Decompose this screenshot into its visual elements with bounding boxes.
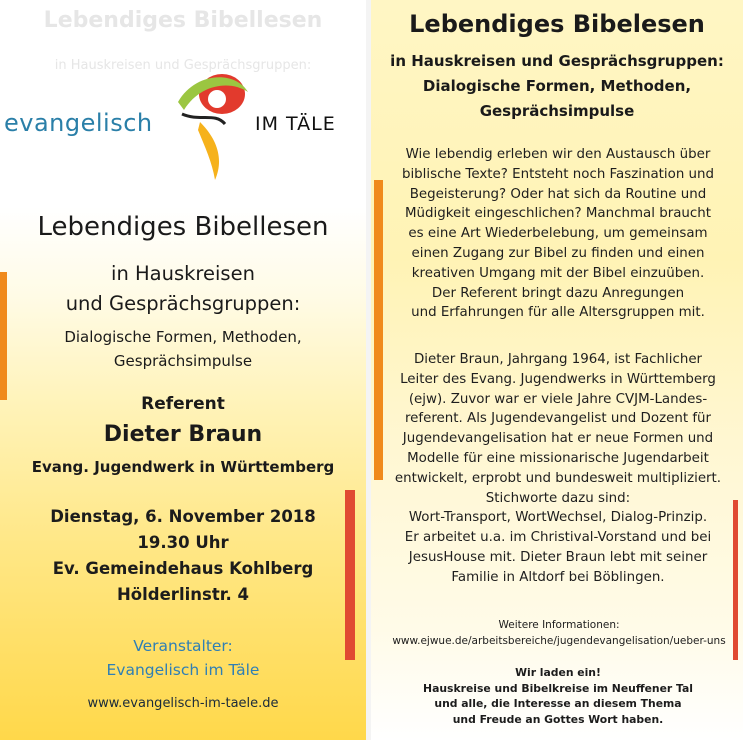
closing-line: und alle, die Interesse an diesem Thema [434, 697, 682, 710]
bio-line: Leiter des Evang. Jugendwerks in Württemberg [400, 371, 716, 387]
event-time: 19.30 Uhr [137, 533, 229, 552]
intro-line: Wie lebendig erleben wir den Austausch über [405, 147, 711, 162]
referent-organization: Evang. Jugendwerk in Württemberg [31, 458, 335, 476]
bio-paragraph [380, 350, 736, 588]
flyer-front-panel [0, 0, 366, 740]
intro-paragraph [380, 145, 736, 323]
bio-line: Modelle für eine missionarische Jugendarbeit [407, 450, 709, 466]
bio-line: Familie in Altdorf bei Böblingen. [451, 569, 665, 585]
intro-line: biblische Texte? Entsteht noch Faszination und [401, 166, 715, 182]
subtitle-line-2: und Gesprächsgruppen: [65, 292, 301, 315]
intro-line: Begeisterung? Oder hat sich da Routine und [409, 186, 707, 202]
bio-line: Wort-Transport, WortWechsel, Dialog-Prinzip. [408, 510, 708, 526]
bio-line: Stichworte dazu sind: [485, 490, 631, 506]
referent-label: Referent [141, 394, 225, 414]
closing-invitation [380, 665, 736, 727]
event-venue: Ev. Gemeindehaus Kohlberg [52, 559, 314, 578]
event-date: Dienstag, 6. November 2018 [50, 507, 316, 526]
organizer-label: Veranstalter: [133, 637, 233, 655]
methods-line-1: Dialogische Formen, Methoden, [64, 328, 302, 346]
evangelisch-logo-icon [170, 62, 255, 182]
intro-line: einen Zugang zur Bibel zu finden und einen [411, 245, 705, 261]
bio-line: referent. Als Jugendevangelist und Dozent für [404, 411, 712, 427]
back-title: Lebendiges Bibelesen [409, 10, 705, 38]
intro-line: und Erfahrungen für alle Altersgruppen mit. [411, 305, 705, 321]
referent-name: Dieter Braun [103, 422, 263, 447]
info-label: Weitere Informationen: [498, 619, 620, 631]
back-subtitle-line-3: Gesprächsimpulse [479, 102, 635, 120]
bleed-through-title: Lebendiges Bibellesen [43, 8, 323, 33]
logo-place-name: IM TÄLE [255, 113, 336, 135]
intro-line: kreativen Umgang mit der Bibel einzuüben. [411, 265, 705, 281]
intro-line: Der Referent bringt dazu Anregungen [431, 285, 685, 301]
organizer-name: Evangelisch im Täle [106, 661, 260, 679]
back-subtitle-line-2: Dialogische Formen, Methoden, [422, 77, 692, 95]
bio-line: (ejw). Zuvor war er viele Jahre CVJM-Landes- [408, 391, 708, 407]
closing-line: Hauskreise und Bibelkreise im Neuffener Tal [423, 681, 693, 695]
bleed-through-subtitle: in Hauskreisen und Gesprächsgruppen: [54, 58, 312, 73]
intro-line: es eine Art Wiederbelebung, um gemeinsam [408, 226, 708, 242]
closing-line: und Freude an Gottes Wort haben. [452, 712, 664, 726]
subtitle-line-1: in Hauskreisen [111, 262, 255, 285]
intro-line: Müdigkeit eingeschlichen? Manchmal braucht [404, 206, 711, 222]
flyer-title: Lebendiges Bibellesen [37, 212, 329, 242]
bio-line: Jugendevangelisation hat er neue Formen und [402, 431, 714, 447]
closing-line: Wir laden ein! [515, 666, 601, 679]
bio-line: Dieter Braun, Jahrgang 1964, ist Fachlicher [413, 352, 703, 367]
bio-line: JesusHouse mit. Dieter Braun lebt mit seiner [408, 549, 708, 565]
methods-line-2: Gesprächsimpulse [113, 352, 253, 370]
organizer-url[interactable]: www.evangelisch-im-taele.de [87, 696, 279, 711]
bio-line: entwickelt, erprobt und bundesweit multipliziert. [394, 470, 722, 486]
bio-line: Er arbeitet u.a. im Christival-Vorstand und bei [404, 530, 712, 546]
logo-wordmark: evangelisch [4, 109, 153, 137]
info-url[interactable]: www.ejwue.de/arbeitsbereiche/jugendevangelisation/ueber-uns [392, 635, 726, 647]
back-subtitle-line-1: in Hauskreisen und Gesprächsgruppen: [390, 52, 724, 70]
event-address: Hölderlinstr. 4 [117, 585, 249, 604]
